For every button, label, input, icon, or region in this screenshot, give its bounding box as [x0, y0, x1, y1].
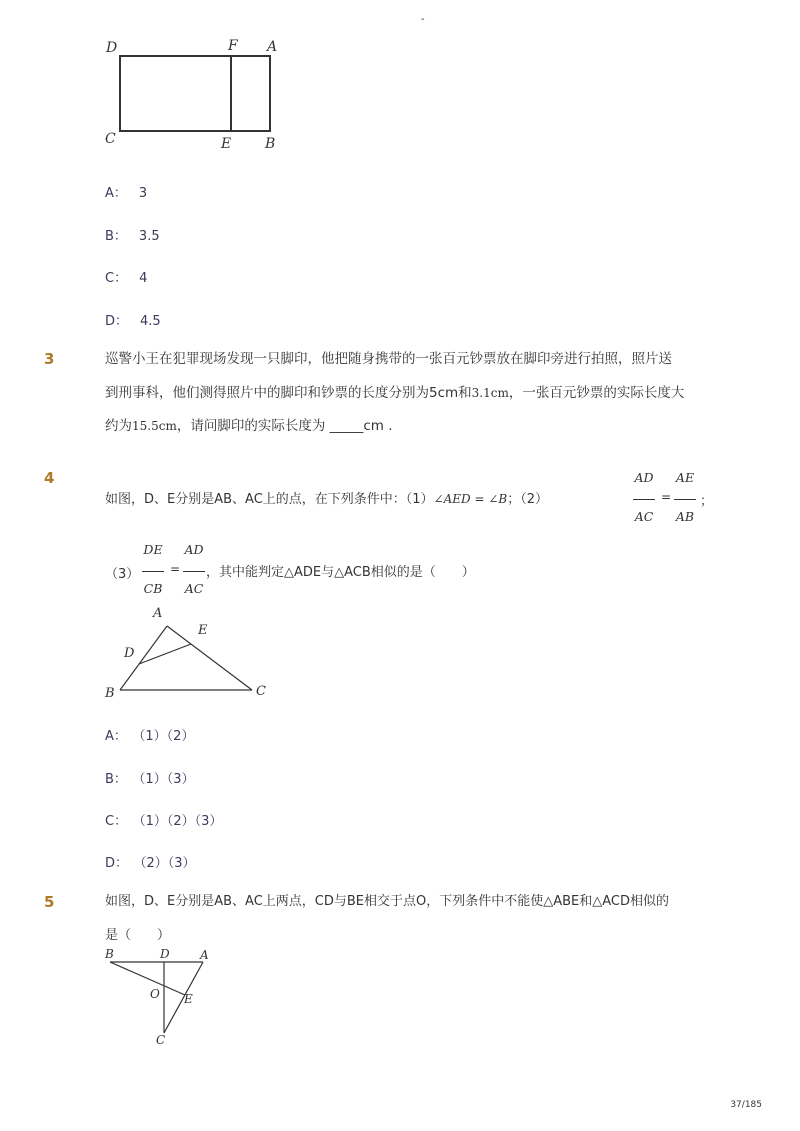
q4-option-d[interactable]: D： （2）（3）: [105, 856, 196, 871]
cond3-prefix: （3）: [105, 567, 140, 582]
label-E: E: [221, 136, 232, 152]
q4-option-a[interactable]: A： （1）（2）: [105, 729, 195, 744]
label-C: C: [105, 131, 116, 147]
frac2-num-left: AD: [634, 470, 654, 485]
option-a[interactable]: A： 3: [105, 186, 148, 201]
frac3-eq: =: [170, 562, 181, 576]
label-O: O: [150, 987, 160, 1001]
label-A: A: [153, 606, 163, 621]
option-d[interactable]: D： 4.5: [105, 314, 161, 329]
label-A: A: [200, 948, 209, 962]
q3-line2: 到刑事科，他们测得照片中的脚印和钞票的长度分别为5cm和3.1cm，一张百元钞票的实际长度大: [105, 385, 685, 401]
triangle-figure-q4: [100, 600, 280, 705]
question-number-5: 5: [44, 893, 55, 911]
rectangle-figure: [100, 35, 290, 160]
frac2-num-right: AE: [675, 470, 695, 485]
question-number-3: 3: [44, 350, 55, 368]
q5-line1: 如图，D、E分别是AB、AC上两点，CD与BE相交于点O，下列条件中不能使△ABE和△ACD相似的: [105, 894, 670, 909]
label-C: C: [256, 684, 266, 699]
label-E: E: [184, 992, 193, 1006]
frac3-num-left: DE: [143, 542, 163, 557]
frac2-den-right: AB: [675, 509, 695, 524]
q5-line2: 是（ ）: [105, 928, 171, 943]
label-A: A: [267, 39, 278, 55]
frac3-bar-left: [142, 571, 164, 572]
frac2-bar-left: [633, 499, 655, 500]
frac2-bar-right: [674, 499, 696, 500]
label-B: B: [105, 947, 114, 961]
label-B: B: [265, 136, 276, 152]
header-mark: -: [421, 14, 425, 25]
q4-line1: 如图，D、E分别是AB、AC上的点，在下列条件中：（1）∠AED = ∠B；（2）: [105, 492, 549, 507]
frac3-den-right: AC: [184, 581, 204, 596]
label-B: B: [105, 686, 115, 701]
q3-line1: 巡警小王在犯罪现场发现一只脚印，他把随身携带的一张百元钞票放在脚印旁进行拍照，照片送: [105, 351, 672, 367]
q4-option-c[interactable]: C： （1）（2）（3）: [105, 814, 223, 829]
page-number: 37/185: [730, 1100, 762, 1110]
frac2-semicolon: ；: [700, 494, 714, 509]
option-c[interactable]: C： 4: [105, 271, 148, 286]
question-number-4: 4: [44, 469, 55, 487]
option-b[interactable]: B： 3.5: [105, 229, 160, 244]
q3-line3: 约为15.5cm，请问脚印的实际长度为 _____cm .: [105, 418, 393, 434]
label-D: D: [106, 40, 118, 56]
q4-line2: ，其中能判定△ADE与△ACB相似的是（ ）: [206, 565, 475, 580]
label-C: C: [156, 1033, 166, 1047]
label-D: D: [160, 947, 170, 961]
frac3-bar-right: [183, 571, 205, 572]
frac3-den-left: CB: [143, 581, 163, 596]
q4-option-b[interactable]: B： （1）（3）: [105, 772, 195, 787]
triangle-figure-q5: [100, 945, 230, 1050]
frac3-num-right: AD: [184, 542, 204, 557]
label-E: E: [198, 623, 208, 638]
label-F: F: [228, 38, 238, 54]
frac2-den-left: AC: [634, 509, 654, 524]
frac2-eq: =: [661, 490, 672, 504]
label-D: D: [124, 646, 135, 661]
